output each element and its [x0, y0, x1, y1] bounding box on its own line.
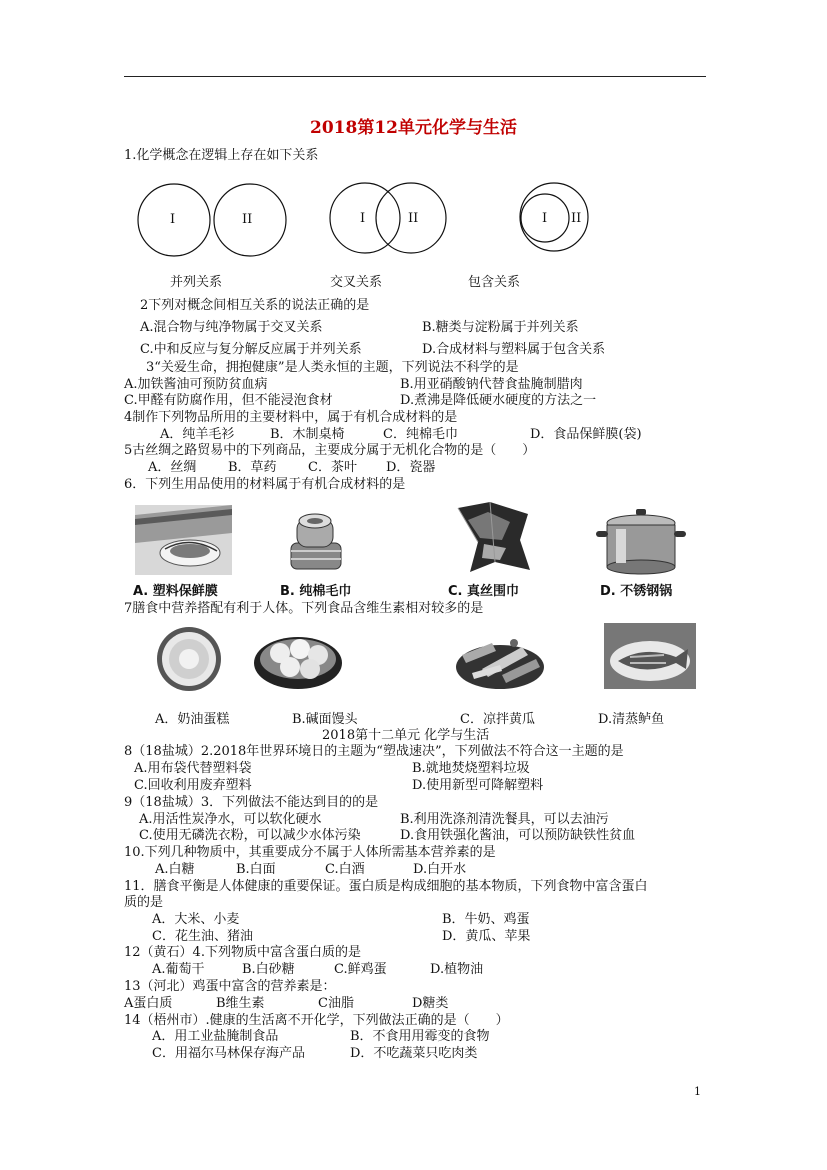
q11-option-d: D．黄瓜、苹果	[442, 929, 531, 944]
q10-option-a: A.白糖	[155, 862, 195, 877]
q11-option-b: B．牛奶、鸡蛋	[442, 912, 530, 927]
q6-stem: 6．下列生用品使用的材料属于有机合成材料的是	[124, 477, 406, 492]
venn-label-5: I	[542, 211, 548, 226]
q2-option-c: C.中和反应与复分解反应属于并列关系	[140, 342, 362, 357]
page-title: 2018第12单元化学与生活	[310, 118, 517, 138]
q12-option-b: B.白砂糖	[242, 962, 295, 977]
q14-option-c: C．用福尔马林保存海产品	[152, 1046, 305, 1061]
q9-option-c: C.使用无磷洗衣粉，可以减少水体污染	[139, 828, 361, 843]
q5-stem: 5古丝绸之路贸易中的下列商品，主要成分属于无机化合物的是（ ）	[124, 443, 536, 458]
q7-option-b: B.碱面馒头	[292, 712, 358, 727]
q7-option-a: A．奶油蛋糕	[155, 712, 230, 727]
q12-option-c: C.鲜鸡蛋	[334, 962, 387, 977]
q4-option-c: C．纯棉毛巾	[383, 427, 458, 442]
q4-option-a: A．纯羊毛衫	[160, 427, 235, 442]
q3-option-a: A.加铁酱油可预防贫血病	[124, 377, 268, 392]
subtitle: 2018第十二单元 化学与生活	[322, 728, 490, 743]
q2-option-b: B.糖类与淀粉属于并列关系	[422, 320, 579, 335]
q2-stem: 2下列对概念间相互关系的说法正确的是	[140, 298, 370, 313]
q14-option-b: B．不食用用霉变的食物	[350, 1029, 490, 1044]
steamed-fish-photo	[604, 623, 696, 689]
q4-option-d: D．食品保鲜膜(袋)	[530, 427, 642, 442]
cream-cake-photo	[155, 625, 223, 693]
q13-option-b: B维生素	[216, 996, 265, 1011]
plastic-wrap-photo	[135, 505, 232, 575]
q9-stem: 9（18盐城）3．下列做法不能达到目的的是	[124, 795, 379, 810]
q12-stem: 12（黄石）4.下列物质中富含蛋白质的是	[124, 945, 361, 960]
q7-option-d: D.清蒸鲈鱼	[598, 712, 665, 727]
q8-option-d: D.使用新型可降解塑料	[412, 778, 544, 793]
q10-option-b: B.白面	[236, 862, 276, 877]
q3-option-d: D.煮沸是降低硬水硬度的方法之一	[400, 393, 597, 408]
page-number: 1	[694, 1085, 701, 1098]
q2-option-d: D.合成材料与塑料属于包含关系	[422, 342, 606, 357]
rel-include-label: 包含关系	[468, 275, 521, 290]
venn-label-3: I	[360, 211, 366, 226]
q14-option-d: D．不吃蔬菜只吃肉类	[350, 1046, 478, 1061]
q14-option-a: A．用工业盐腌制食品	[152, 1029, 279, 1044]
q10-stem: 10.下列几种物质中，其重要成分不属于人体所需基本营养素的是	[124, 845, 496, 860]
q12-option-d: D.植物油	[430, 962, 484, 977]
q11-stem-line-1: 11．膳食平衡是人体健康的重要保证。蛋白质是构成细胞的基本物质，下列食物中富含蛋白	[124, 879, 648, 894]
steamed-buns-photo	[252, 623, 344, 693]
q6-option-c: C. 真丝围巾	[448, 584, 520, 599]
q10-option-d: D.白开水	[413, 862, 467, 877]
venn-label-1: I	[170, 212, 176, 227]
q13-stem: 13（河北）鸡蛋中富含的营养素是：	[124, 979, 336, 994]
q3-option-c: C.甲醛有防腐作用，但不能浸泡食材	[124, 393, 333, 408]
q3-stem: 3“关爱生命，拥抱健康”是人类永恒的主题，下列说法不科学的是	[146, 360, 519, 375]
venn-label-4: II	[408, 211, 419, 226]
venn-label-6: II	[571, 211, 582, 226]
q2-option-a: A.混合物与纯净物属于交叉关系	[140, 320, 323, 335]
rel-cross-label: 交叉关系	[330, 275, 383, 290]
q14-stem: 14（梧州市）.健康的生活离不开化学，下列做法正确的是（ ）	[124, 1013, 509, 1028]
q7-option-c: C．凉拌黄瓜	[460, 712, 535, 727]
silk-scarf-photo	[450, 500, 535, 575]
q13-option-c: C油脂	[318, 996, 354, 1011]
steel-pot-photo	[596, 505, 686, 577]
cotton-towel-photo	[285, 505, 347, 575]
q9-option-d: D.食用铁强化酱油，可以预防缺铁性贫血	[400, 828, 636, 843]
q10-option-c: C.白酒	[325, 862, 365, 877]
q9-option-a: A.用活性炭净水，可以软化硬水	[139, 812, 322, 827]
q3-option-b: B.用亚硝酸钠代替食盐腌制腊肉	[400, 377, 583, 392]
q12-option-a: A.葡萄干	[152, 962, 205, 977]
q6-option-b: B. 纯棉毛巾	[280, 584, 352, 599]
venn-diagrams	[0, 0, 827, 300]
q4-stem: 4制作下列物品所用的主要材料中，属于有机合成材料的是	[124, 410, 458, 425]
q11-stem-line-2: 质的是	[124, 895, 164, 910]
q8-option-a: A.用布袋代替塑料袋	[134, 761, 252, 776]
q8-option-b: B.就地焚烧塑料垃圾	[412, 761, 530, 776]
q6-option-a: A. 塑料保鲜膜	[133, 584, 218, 599]
cucumber-salad-photo	[452, 625, 547, 693]
rel-parallel-label: 并列关系	[170, 275, 223, 290]
q8-option-c: C.回收利用废弃塑料	[134, 778, 252, 793]
q1-stem: 1.化学概念在逻辑上存在如下关系	[124, 148, 319, 163]
q8-stem: 8（18盐城）2.2018年世界环境日的主题为“塑战速决”，下列做法不符合这一主题的是	[124, 744, 624, 759]
q11-option-c: C．花生油、猪油	[152, 929, 253, 944]
q5-option-a: A．丝绸	[148, 460, 197, 475]
q11-option-a: A．大米、小麦	[152, 912, 240, 927]
q6-option-d: D. 不锈钢锅	[600, 584, 673, 599]
q4-option-b: B．木制桌椅	[270, 427, 345, 442]
q13-option-a: A蛋白质	[124, 996, 173, 1011]
venn-label-2: II	[242, 212, 253, 227]
q5-option-c: C．茶叶	[308, 460, 357, 475]
q5-option-d: D．瓷器	[386, 460, 436, 475]
q5-option-b: B．草药	[228, 460, 277, 475]
q13-option-d: D糖类	[412, 996, 449, 1011]
q9-option-b: B.利用洗涤剂清洗餐具，可以去油污	[400, 812, 609, 827]
q7-stem: 7膳食中营养搭配有利于人体。下列食品含维生素相对较多的是	[124, 601, 484, 616]
